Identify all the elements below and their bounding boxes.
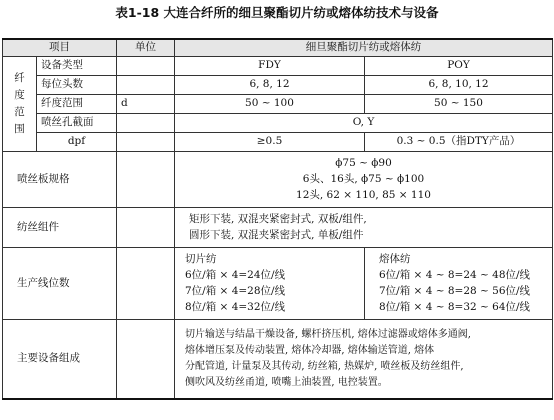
poy-ends: 6, 8, 10, 12 [365, 75, 553, 94]
fdy-equipment-type: FDY [175, 56, 365, 75]
label-hole-section: 喷丝孔截面 [37, 113, 117, 132]
equipment-line: 分配管道, 计量泵及其传动, 纺丝箱, 热媒炉, 喷丝板及纺丝组件, [185, 360, 464, 372]
melt-line: 7位/箱 × 4 ~ 8=28 ~ 56位/线 [379, 285, 531, 297]
row-ends-per-position [3, 75, 553, 94]
equipment-line: 切片输送与结晶干燥设备, 螺杆挤压机, 熔体过滤器或熔体多通阀, [185, 328, 471, 340]
value-spin-pack [175, 207, 553, 247]
chip-line: 7位/箱 × 4=28位/线 [185, 285, 286, 297]
label-dpf: dpf [37, 132, 117, 151]
group-label-denier [3, 56, 37, 151]
table-title: 表1-18 大连合纤所的细旦聚酯切片纺或熔体纺技术与设备 [115, 5, 439, 20]
label-spinneret-spec: 喷丝板规格 [3, 151, 117, 207]
melt-title: 熔体纺 [379, 253, 411, 265]
melt-spinning-cell [365, 247, 553, 319]
chip-line: 8位/箱 × 4=32位/线 [185, 301, 286, 313]
row-spinneret-spec [3, 151, 553, 207]
equipment-line: 熔体增压泵及传动装置, 熔体冷却器, 熔体输送管道, 熔体 [185, 344, 435, 356]
header-row [3, 39, 553, 56]
melt-line: 8位/箱 × 4 ~ 8=32 ~ 64位/线 [379, 301, 531, 313]
value-hole-section: O, Y [175, 113, 553, 132]
header-item: 项目 [3, 39, 117, 56]
value-main-equipment [175, 319, 553, 399]
equipment-line: 侧吹风及纺丝甬道, 喷嘴上油装置, 电控装置。 [185, 376, 388, 388]
row-hole-section [3, 113, 553, 132]
label-ends: 每位头数 [37, 75, 117, 94]
melt-line: 6位/箱 × 4 ~ 8=24 ~ 48位/线 [379, 269, 531, 281]
value-spinneret-spec [175, 151, 553, 207]
row-denier-range [3, 94, 553, 113]
unit-denier: d [117, 94, 175, 113]
row-dpf [3, 132, 553, 151]
row-equipment-type [3, 56, 553, 75]
poy-dpf: 0.3 ~ 0.5（指DTY产品） [365, 132, 553, 151]
row-main-equipment [3, 319, 553, 399]
label-line-positions: 生产线位数 [3, 247, 117, 319]
chip-spinning-cell [175, 247, 365, 319]
spinneret-line: 12头, 62 × 110, 85 × 110 [296, 189, 431, 201]
label-main-equipment: 主要设备组成 [3, 319, 117, 399]
unit-dpf [117, 132, 175, 151]
chip-line: 6位/箱 × 4=24位/线 [185, 269, 286, 281]
spec-table [2, 38, 553, 400]
group-label-text: 纤度范围 [14, 71, 25, 135]
poy-denier: 50 ~ 150 [365, 94, 553, 113]
spinneret-line: ϕ75 ~ ϕ90 [335, 157, 392, 169]
poy-equipment-type: POY [365, 56, 553, 75]
chip-title: 切片纺 [185, 253, 217, 265]
unit-equipment-type [117, 56, 175, 75]
fdy-dpf: ≥0.5 [175, 132, 365, 151]
unit-hole-section [117, 113, 175, 132]
unit-main-equipment [117, 319, 175, 399]
spin-pack-line: 圆形下装, 双混夹紧密封式, 单板/组件 [189, 229, 364, 241]
unit-line-positions [117, 247, 175, 319]
row-line-positions [3, 247, 553, 319]
unit-spinneret-spec [117, 151, 175, 207]
header-unit: 单位 [117, 39, 175, 56]
spinneret-line: 6头、16头, ϕ75 ~ ϕ100 [302, 173, 425, 185]
fdy-ends: 6, 8, 12 [175, 75, 365, 94]
label-spin-pack: 纺丝组件 [3, 207, 117, 247]
unit-spin-pack [117, 207, 175, 247]
spin-pack-line: 矩形下装, 双混夹紧密封式, 双板/组件, [189, 213, 367, 225]
unit-ends [117, 75, 175, 94]
header-spinning: 细旦聚酯切片纺或熔体纺 [175, 39, 553, 56]
label-denier: 纤度范围 [37, 94, 117, 113]
label-equipment-type: 设备类型 [37, 56, 117, 75]
fdy-denier: 50 ~ 100 [175, 94, 365, 113]
row-spin-pack [3, 207, 553, 247]
